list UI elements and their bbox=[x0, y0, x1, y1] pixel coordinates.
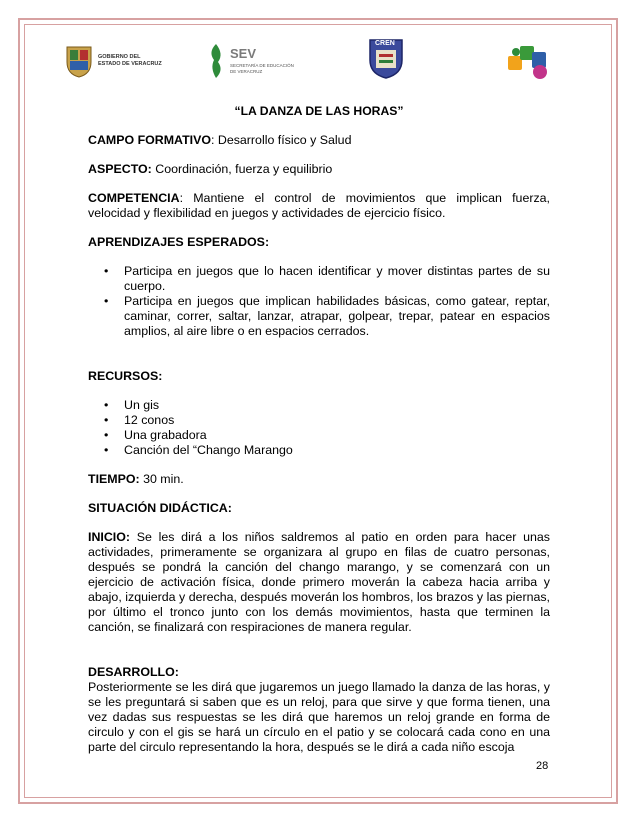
sev-logo-sub-1: SECRETARÍA DE EDUCACIÓN bbox=[230, 63, 294, 68]
aprendizajes-label: APRENDIZAJES ESPERADOS: bbox=[88, 235, 270, 249]
header-logos bbox=[40, 36, 600, 102]
list-item: • Participa en juegos que lo hacen identificar y mover distintas partes de su cuerpo. bbox=[124, 264, 550, 294]
competencia-value: : Mantiene el control de movimientos que implican fuerza, velocidad y flexibilidad en juegos y actividades de ejercicio físico. bbox=[88, 191, 550, 220]
cren-logo-label: CREN bbox=[375, 40, 395, 47]
list-item: • Canción del “Chango Marango bbox=[124, 443, 550, 458]
aspecto-value: Coordinación, fuerza y equilibrio bbox=[151, 162, 333, 176]
page-number: 28 bbox=[536, 760, 549, 772]
campo-formativo bbox=[88, 133, 550, 148]
sev-logo-title: SEV bbox=[230, 46, 257, 61]
list-item: • Un gis bbox=[124, 398, 550, 413]
list-item: • Participa en juegos que implican habilidades básicas, como gatear, reptar, caminar, correr, saltar, lanzar, atrapar, golpear, trepar, patear en espacios amplios, al aire libre o en espacios cerrados. bbox=[124, 294, 550, 339]
tiempo bbox=[88, 472, 550, 487]
recursos-label: RECURSOS: bbox=[88, 369, 163, 383]
inicio-label: INICIO: bbox=[88, 530, 130, 544]
cren-logo bbox=[366, 36, 406, 80]
coat-of-arms-icon bbox=[64, 44, 94, 78]
sev-logo-sub-2: DE VERACRUZ bbox=[230, 69, 263, 74]
recursos-list bbox=[88, 398, 550, 458]
campo-formativo-label: CAMPO FORMATIVO bbox=[88, 133, 211, 147]
list-item: • 12 conos bbox=[124, 413, 550, 428]
sev-leaf-icon bbox=[206, 42, 226, 80]
gov-veracruz-logo bbox=[64, 44, 174, 80]
aspecto bbox=[88, 162, 550, 177]
document-body bbox=[88, 104, 550, 755]
desarrollo-label: DESARROLLO: bbox=[88, 665, 179, 679]
tiempo-label: TIEMPO: bbox=[88, 472, 140, 486]
tiempo-value: 30 min. bbox=[139, 472, 184, 486]
list-item: • Una grabadora bbox=[124, 428, 550, 443]
gov-logo-line-2: ESTADO DE VERACRUZ bbox=[98, 61, 162, 67]
competencia bbox=[88, 191, 550, 221]
inicio-value: Se les dirá a los niños saldremos al patio en orden para hacer unas actividades, primeramente se organizara al grupo en filas de cuatro personas, después se pondrá la canción del chango marango, y se comenzará con un ejercicio de activación física, donde primero moverán la cabeza hacia arriba y abajo, izquierda y derecha, después moverán los hombros, los brazos y las piernas, por último el tronco junto con los demás movimientos, hasta que terminen la canción, se finalizará con respiraciones de manera regular. bbox=[88, 530, 550, 634]
school-colorful-logo bbox=[506, 42, 550, 82]
situacion-label: SITUACIÓN DIDÁCTICA: bbox=[88, 501, 232, 515]
colorful-figures-icon bbox=[506, 42, 550, 82]
desarrollo-value: Posteriormente se les dirá que jugaremos un juego llamado la danza de las horas, y se les preguntará si saben que es un reloj, para que sirve y que forma tienen, una vez dadas sus respuestas se les dirá que haremos un reloj grande en forma de circulo y con el gis se hará un círculo en el patio y se colocará cada cono en una parte del circulo representando la hora, después se le dirá a cada niño escoja bbox=[88, 680, 550, 754]
aprendizajes-list bbox=[88, 264, 550, 339]
aspecto-label: ASPECTO: bbox=[88, 162, 152, 176]
competencia-label: COMPETENCIA bbox=[88, 191, 180, 205]
inicio bbox=[88, 530, 550, 635]
document-title: “LA DANZA DE LAS HORAS” bbox=[234, 104, 404, 118]
desarrollo bbox=[88, 665, 550, 755]
campo-formativo-value: : Desarrollo físico y Salud bbox=[210, 133, 352, 147]
aprendizajes-heading bbox=[88, 235, 550, 250]
situacion-heading bbox=[88, 501, 550, 516]
recursos-heading bbox=[88, 369, 550, 384]
gov-logo-line-1: GOBIERNO DEL bbox=[98, 54, 141, 60]
sev-logo bbox=[206, 42, 296, 82]
